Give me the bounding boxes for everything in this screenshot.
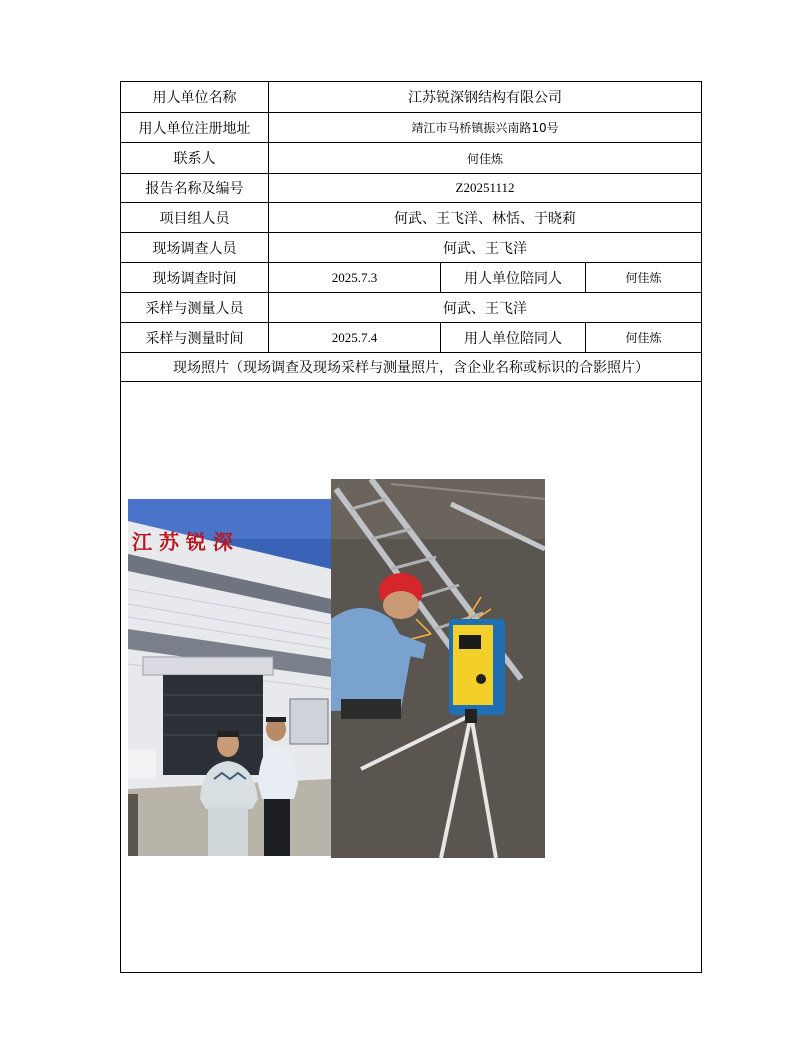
row-survey-staff xyxy=(121,233,701,263)
report-form-table xyxy=(120,81,702,973)
survey-escort-value: 何佳炼 xyxy=(625,271,662,285)
survey-escort-label: 用人单位陪同人 xyxy=(441,263,586,292)
factory-group-image xyxy=(128,499,331,856)
sampling-escort-value: 何佳炼 xyxy=(625,331,662,345)
sampling-staff-value: 何武、王飞洋 xyxy=(443,300,527,317)
contact-value: 何佳炼 xyxy=(466,151,503,166)
row-survey-time xyxy=(121,263,701,293)
address-value: 靖江市马桥镇振兴南路10号 xyxy=(411,121,559,135)
sampling-measurement-image xyxy=(331,479,545,858)
row-team xyxy=(121,203,701,233)
team-label: 项目组人员 xyxy=(121,203,269,232)
row-photos-heading xyxy=(121,353,701,382)
row-sampling-time xyxy=(121,323,701,353)
row-report xyxy=(121,174,701,203)
photo-sampling-measurement xyxy=(331,479,545,858)
survey-time-label: 现场调查时间 xyxy=(121,263,269,292)
report-number: Z20251112 xyxy=(455,180,515,195)
photos-heading: 现场照片（现场调查及现场采样与测量照片，含企业名称或标识的合影照片） xyxy=(173,360,649,376)
row-contact xyxy=(121,143,701,174)
employer-name-value: 江苏锐深钢结构有限公司 xyxy=(408,90,562,106)
row-sampling-staff xyxy=(121,293,701,323)
row-address xyxy=(121,113,701,143)
sampling-time-label: 采样与测量时间 xyxy=(121,323,269,352)
employer-name-label: 用人单位名称 xyxy=(121,82,269,112)
contact-label: 联系人 xyxy=(121,143,269,173)
photo-factory-group xyxy=(128,499,331,856)
survey-staff-label: 现场调查人员 xyxy=(121,233,269,262)
team-value: 何武、王飞洋、林恬、于晓莉 xyxy=(394,210,576,227)
report-label: 报告名称及编号 xyxy=(121,174,269,202)
sampling-staff-label: 采样与测量人员 xyxy=(121,293,269,322)
photos-area xyxy=(121,382,701,972)
factory-sign-text: 江 苏 锐 深 xyxy=(132,530,233,554)
sampling-time-value: 2025.7.4 xyxy=(269,323,441,352)
sampling-escort-label: 用人单位陪同人 xyxy=(441,323,586,352)
survey-staff-value: 何武、王飞洋 xyxy=(443,240,527,257)
row-employer-name xyxy=(121,82,701,113)
address-label: 用人单位注册地址 xyxy=(121,113,269,142)
survey-time-value: 2025.7.3 xyxy=(269,263,441,292)
